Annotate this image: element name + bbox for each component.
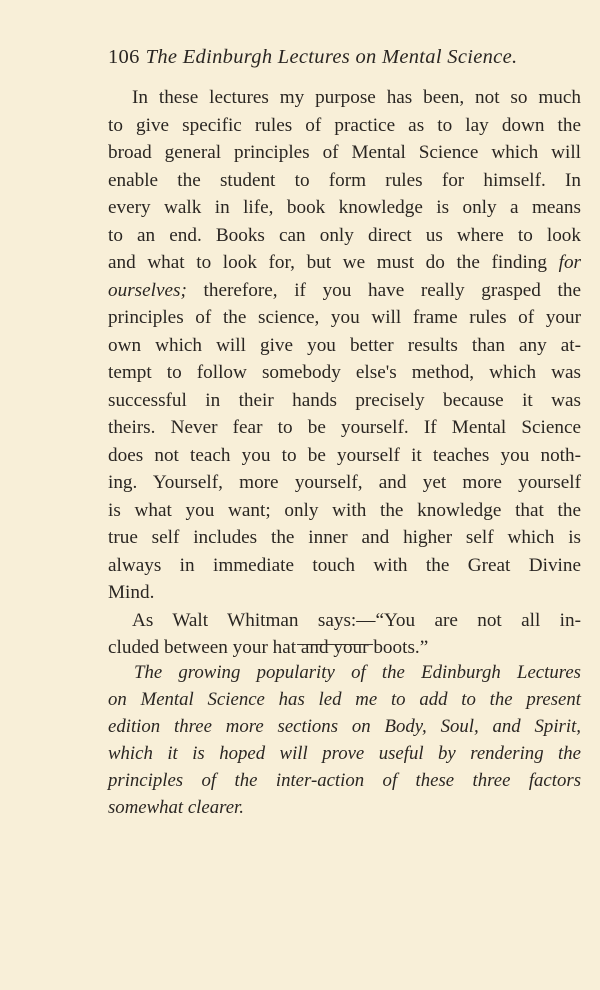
text-line: ing. Yourself, more yourself, and yet more yourself xyxy=(108,472,581,493)
text-line: and what to look for, but we must do the finding for xyxy=(108,252,582,273)
text-line: tempt to follow somebody else's method, which was xyxy=(108,362,581,383)
text-line: every walk in life, book knowledge is only a means xyxy=(108,197,581,218)
italic-word: for xyxy=(558,252,582,273)
text-line: does not teach you to be yourself it teaches you noth- xyxy=(108,444,581,466)
note-line: on Mental Science has led me to add to the present xyxy=(108,689,581,710)
text-line: enable the student to form rules for himself. In xyxy=(108,169,581,191)
text-line: to an end. Books can only direct us where to look xyxy=(108,224,581,246)
section-divider xyxy=(297,644,373,645)
text-line: ourselves; therefore, if you have really grasped the xyxy=(108,279,581,301)
text-line: successful in their hands precisely because it was xyxy=(108,389,581,411)
text-line: to give specific rules of practice as to lay down the xyxy=(108,114,581,136)
text-line: broad general principles of Mental Science which will xyxy=(108,142,581,163)
text-line: principles of the science, you will frame rules of your xyxy=(108,307,581,328)
note-line: edition three more sections on Body, Soul, and Spirit, xyxy=(108,716,581,737)
text-line: theirs. Never fear to be yourself. If Mental Science xyxy=(108,417,581,438)
text-line: always in immediate touch with the Great Divine xyxy=(108,554,581,576)
text-line: As Walt Whitman says:—“You are not all in- xyxy=(132,609,581,631)
text-line: true self includes the inner and higher self which is xyxy=(108,527,581,548)
running-head xyxy=(108,42,556,72)
text-line: In these lectures my purpose has been, not so much xyxy=(132,87,581,108)
text-line: cluded between your hat and your boots.” xyxy=(108,637,429,658)
italic-word: ourselves; xyxy=(108,279,187,301)
note-line: The growing popularity of the Edinburgh Lectures xyxy=(134,662,581,683)
text-line: own which will give you better results than any at- xyxy=(108,334,581,356)
text-line: Mind. xyxy=(108,582,155,603)
page-number: 106 xyxy=(108,46,140,68)
publisher-note xyxy=(108,659,581,821)
note-line: which it is hoped will prove useful by rendering the xyxy=(108,743,581,764)
note-line: somewhat clearer. xyxy=(108,797,244,818)
running-title: The Edinburgh Lectures on Mental Science. xyxy=(145,46,518,68)
note-line: principles of the inter-action of these three factors xyxy=(108,770,581,791)
body-paragraphs xyxy=(108,84,581,662)
text-line: is what you want; only with the knowledge that the xyxy=(108,499,581,521)
